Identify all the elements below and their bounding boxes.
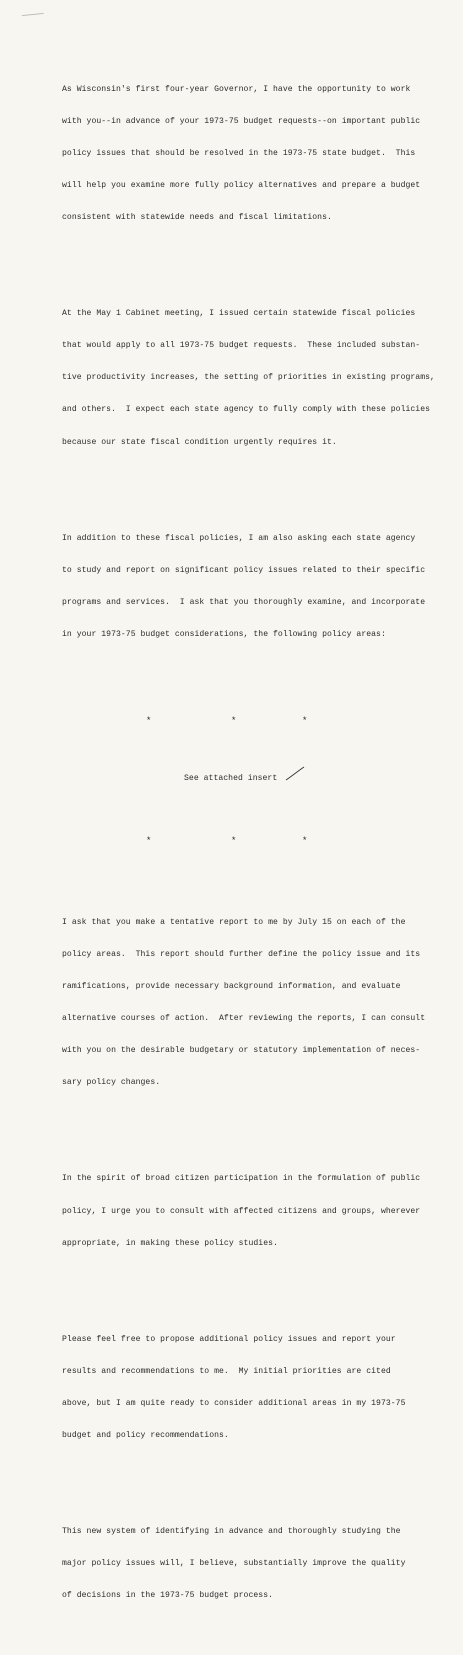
paragraph-5 <box>62 1153 442 1271</box>
text-line: budget and policy recommendations. <box>62 1431 229 1441</box>
text-line: with you--in advance of your 1973-75 budget requests--on important public <box>62 116 421 126</box>
handwritten-slash-mark <box>284 765 306 783</box>
text-line: above, but I am quite ready to consider additional areas in my 1973-75 <box>62 1398 406 1408</box>
asterisk: * <box>302 835 308 846</box>
paragraph-4 <box>62 896 442 1110</box>
text-line: in your 1973-75 budget considerations, the following policy areas: <box>62 629 386 639</box>
text-line: of decisions in the 1973-75 budget process. <box>62 1591 274 1601</box>
letter-body <box>62 31 442 1655</box>
text-line: that would apply to all 1973-75 budget requests. These included substan- <box>62 341 421 351</box>
text-line: In the spirit of broad citizen participation in the formulation of public <box>62 1174 421 1184</box>
text-line: consistent with statewide needs and fiscal limitations. <box>62 212 332 222</box>
text-line: results and recommendations to me. My initial priorities are cited <box>62 1366 391 1376</box>
asterisk-row-bottom <box>62 836 442 846</box>
pencil-mark <box>22 13 44 20</box>
insert-note: See attached insert <box>184 773 278 783</box>
text-line: policy issues that should be resolved in the 1973-75 state budget. This <box>62 148 416 158</box>
text-line: will help you examine more fully policy alternatives and prepare a budget <box>62 180 421 190</box>
text-line: with you on the desirable budgetary or statutory implementation of neces- <box>62 1046 421 1056</box>
asterisk: * <box>231 835 237 846</box>
insert-row <box>62 769 442 791</box>
text-line: sary policy changes. <box>62 1078 161 1088</box>
text-line: ramifications, provide necessary background information, and evaluate <box>62 981 401 991</box>
text-line: As Wisconsin's first four-year Governor, I have the opportunity to work <box>62 84 411 94</box>
text-line: to study and report on significant policy issues related to their specific <box>62 565 426 575</box>
asterisk: * <box>231 715 237 726</box>
paragraph-6 <box>62 1313 442 1463</box>
text-line: policy areas. This report should further define the policy issue and its <box>62 949 421 959</box>
text-line: This new system of identifying in advance and thoroughly studying the <box>62 1527 401 1537</box>
asterisk: * <box>302 715 308 726</box>
paragraph-7 <box>62 1506 442 1624</box>
text-line: policy, I urge you to consult with affected citizens and groups, wherever <box>62 1206 421 1216</box>
paragraph-1 <box>62 63 442 245</box>
text-line: programs and services. I ask that you thoroughly examine, and incorporate <box>62 597 426 607</box>
text-line: In addition to these fiscal policies, I am also asking each state agency <box>62 533 416 543</box>
text-line: appropriate, in making these policy studies. <box>62 1238 278 1248</box>
paragraph-2 <box>62 288 442 470</box>
text-line: and others. I expect each state agency to fully comply with these policies <box>62 405 431 415</box>
asterisk: * <box>146 835 152 846</box>
asterisk-row-top <box>62 716 442 726</box>
text-line: because our state fiscal condition urgently requires it. <box>62 437 337 447</box>
text-line: I ask that you make a tentative report to me by July 15 on each of the <box>62 917 406 927</box>
text-line: major policy issues will, I believe, substantially improve the quality <box>62 1559 406 1569</box>
paragraph-3 <box>62 512 442 662</box>
text-line: At the May 1 Cabinet meeting, I issued certain statewide fiscal policies <box>62 309 416 319</box>
text-line: tive productivity increases, the setting of priorities in existing programs, <box>62 373 435 383</box>
text-line: Please feel free to propose additional policy issues and report your <box>62 1334 396 1344</box>
asterisk: * <box>146 715 152 726</box>
text-line: alternative courses of action. After reviewing the reports, I can consult <box>62 1014 426 1024</box>
